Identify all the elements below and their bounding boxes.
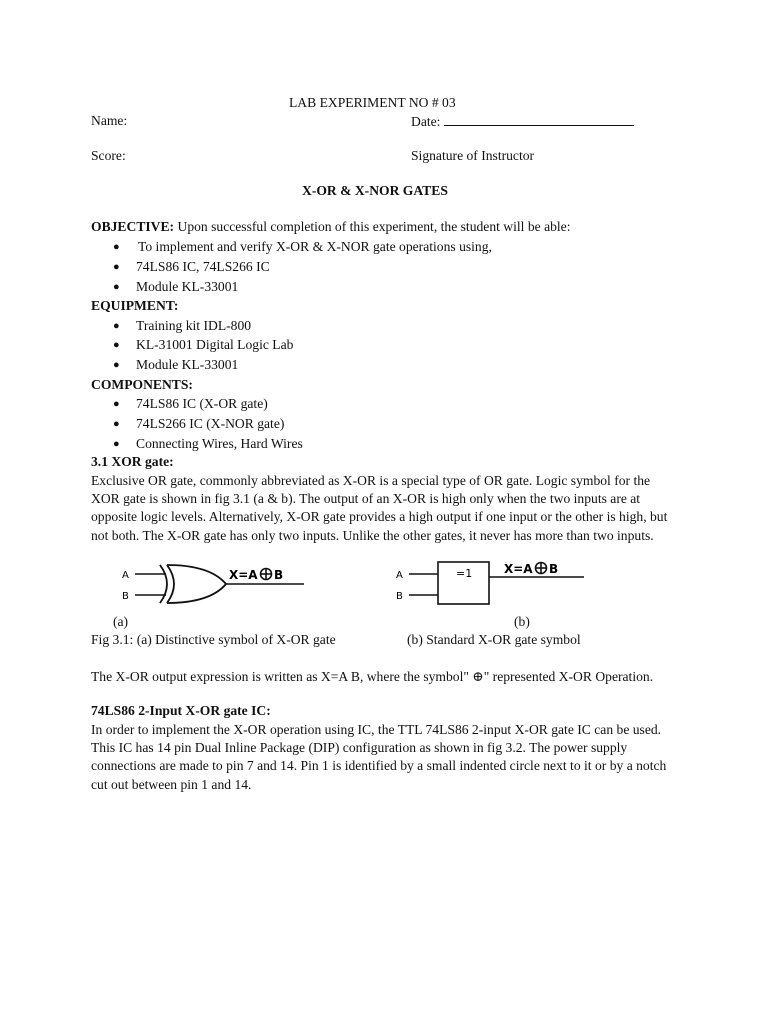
xor-expression-b: B (549, 562, 559, 576)
output-expression-paragraph: The X-OR output expression is written as X=A B, where the symbol" ⊕" represented X-OR Operation. (91, 669, 654, 684)
bullet-icon: ● (113, 261, 120, 273)
figure-label-a: (a) (113, 614, 129, 629)
component-item: 74LS266 IC (X-NOR gate) (136, 416, 285, 431)
objective-item: Module KL-33001 (136, 279, 239, 294)
signature-label: Signature of Instructor (411, 148, 535, 163)
bullet-icon: ● (113, 339, 120, 351)
equipment-label: EQUIPMENT: (91, 298, 179, 313)
xor-circle-plus-icon (261, 569, 272, 580)
objective-item: 74LS86 IC, 74LS266 IC (136, 259, 270, 274)
xor-paragraph: Exclusive OR gate, commonly abbreviated as X-OR is a special type of OR gate. Logic symbol for the XOR gate is shown in fig 3.1 (a & b). The output of an X-OR is high only when the two inputs are at opposite logic levels. Alternatively, X-OR gate provides a high output if one input or the other is high, but not both. The X-OR gate has only two inputs. Unlike the other gates, it never has more than two inputs. (91, 473, 668, 543)
section-subtitle: X-OR & X-NOR GATES (302, 183, 448, 198)
equipment-item: Training kit IDL-800 (136, 318, 252, 333)
component-item: 74LS86 IC (X-OR gate) (136, 396, 268, 411)
date-field (411, 113, 634, 130)
date-blank-line (444, 113, 634, 126)
bullet-icon: ● (113, 359, 120, 371)
input-a-label: A (122, 570, 129, 581)
input-a-label: A (396, 570, 403, 581)
gate-box-label: =1 (456, 567, 473, 580)
equipment-item: Module KL-33001 (136, 357, 239, 372)
objective-line (91, 219, 571, 235)
equipment-item: KL-31001 Digital Logic Lab (136, 337, 294, 352)
xor-distinctive-symbol (118, 558, 318, 608)
figure-caption-a: Fig 3.1: (a) Distinctive symbol of X-OR gate (91, 632, 336, 647)
bullet-icon: ● (113, 438, 120, 450)
objective-label: OBJECTIVE: (91, 219, 175, 234)
name-label: Name: (91, 113, 128, 128)
bullet-icon: ● (113, 320, 120, 332)
figure-caption-b: (b) Standard X-OR gate symbol (407, 632, 581, 647)
components-label: COMPONENTS: (91, 377, 193, 392)
xor-circle-plus-icon (536, 563, 547, 574)
bullet-icon: ● (113, 241, 120, 253)
input-b-label: B (396, 591, 403, 602)
figure-label-b: (b) (514, 614, 530, 629)
ic-paragraph: In order to implement the X-OR operation using IC, the TTL 74LS86 2-input X-OR gate IC can be used. This IC has 14 pin Dual Inline Package (DIP) configuration as shown in fig 3.2. The power supply connections are made to pin 7 and 14. Pin 1 is identified by a small indented circle next to it or by a notch cut out between pin 1 and 14. (91, 722, 667, 792)
ic-heading: 74LS86 2-Input X-OR gate IC: (91, 703, 271, 718)
xor-expression-b: B (274, 568, 284, 582)
xor-expression: X=A (504, 562, 533, 576)
input-b-label: B (122, 591, 129, 602)
objective-text: Upon successful completion of this experiment, the student will be able: (177, 219, 571, 234)
xor-standard-symbol (392, 558, 592, 608)
xor-expression: X=A (229, 568, 258, 582)
score-label: Score: (91, 148, 126, 163)
xor-heading: 3.1 XOR gate: (91, 454, 174, 469)
component-item: Connecting Wires, Hard Wires (136, 436, 303, 451)
page-title: LAB EXPERIMENT NO # 03 (289, 95, 456, 110)
bullet-icon: ● (113, 281, 120, 293)
objective-item: To implement and verify X-OR & X-NOR gate operations using, (138, 239, 492, 254)
date-label: Date: (411, 114, 441, 129)
bullet-icon: ● (113, 398, 120, 410)
bullet-icon: ● (113, 418, 120, 430)
